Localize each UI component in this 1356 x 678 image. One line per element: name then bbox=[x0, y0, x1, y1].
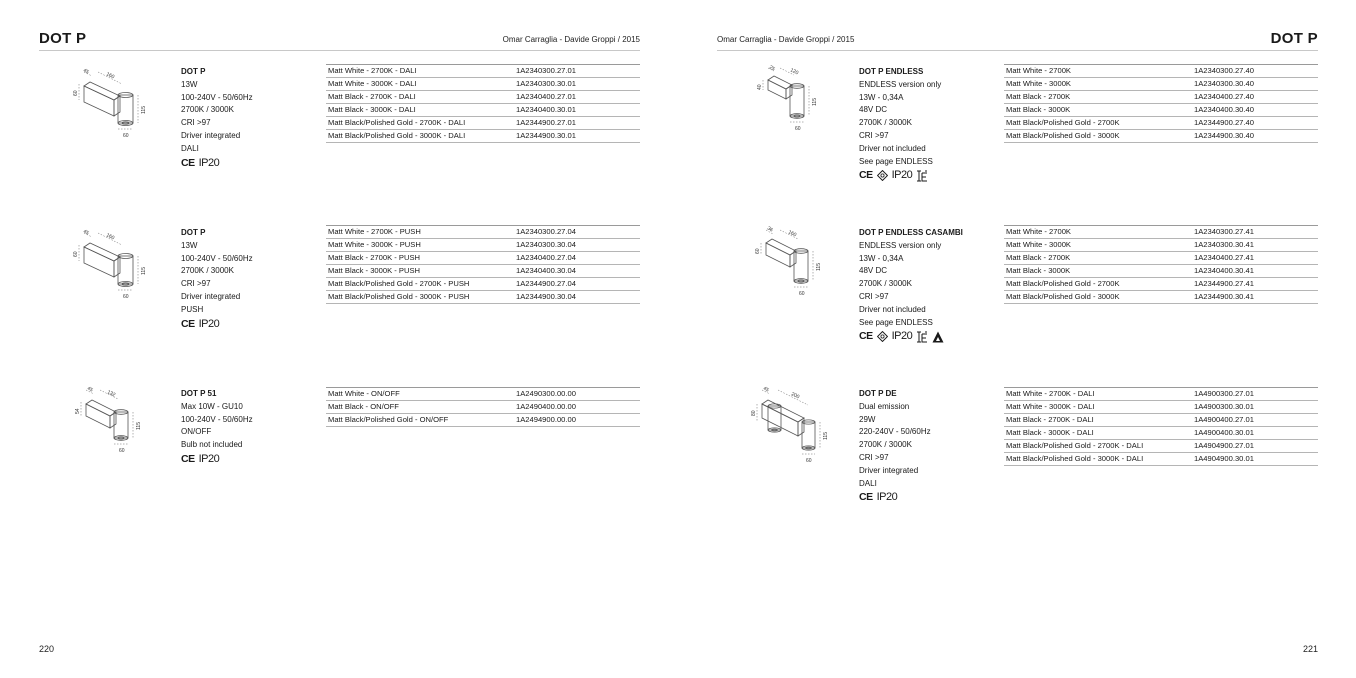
spec-list bbox=[181, 66, 253, 170]
variant-desc: Matt White - 3000K bbox=[1006, 79, 1071, 88]
spec-line: Driver not included bbox=[859, 143, 926, 153]
variant-code: 1A2344900.27.04 bbox=[516, 279, 576, 288]
variant-code: 1A2490400.00.00 bbox=[516, 402, 576, 411]
ip-rating: IP20 bbox=[891, 169, 913, 182]
spec-list bbox=[859, 388, 931, 504]
dim-label: 160 bbox=[105, 71, 116, 81]
page-title: DOT P bbox=[1270, 30, 1318, 47]
spec-line: 2700K / 3000K bbox=[859, 279, 912, 289]
variant-code: 1A2340400.27.04 bbox=[516, 253, 576, 262]
ce-mark: CE bbox=[859, 491, 873, 504]
table-row bbox=[1004, 414, 1318, 427]
spec-list bbox=[181, 227, 253, 331]
variant-code: 1A4900400.27.01 bbox=[1194, 415, 1254, 424]
variant-table bbox=[1004, 64, 1318, 143]
safety-class-icon bbox=[877, 170, 888, 181]
variant-code: 1A4900400.30.01 bbox=[1194, 428, 1254, 437]
variant-code: 1A2340400.27.01 bbox=[516, 92, 576, 101]
dim-label: 132 bbox=[106, 389, 117, 399]
dim-label: 60 bbox=[123, 133, 129, 139]
casambi-icon bbox=[932, 331, 944, 343]
variant-code: 1A2340300.30.41 bbox=[1194, 240, 1254, 249]
dim-label: 115 bbox=[812, 98, 818, 106]
dim-label: 80 bbox=[751, 410, 757, 416]
ip-rating: IP20 bbox=[198, 317, 220, 330]
spec-line: Driver integrated bbox=[859, 465, 919, 475]
dot-p-endless-drawing bbox=[748, 62, 838, 142]
dim-label: 45 bbox=[82, 228, 90, 237]
variant-desc: Matt Black/Polished Gold - 2700K - PUSH bbox=[328, 279, 470, 288]
variant-code: 1A2340300.27.01 bbox=[516, 66, 576, 75]
table-row bbox=[1004, 65, 1318, 78]
dim-label: 115 bbox=[816, 263, 822, 271]
table-row bbox=[1004, 104, 1318, 117]
spec-line: CRI >97 bbox=[859, 452, 889, 462]
ip-rating: IP20 bbox=[198, 156, 220, 169]
spec-line: CRI >97 bbox=[859, 291, 889, 301]
dot-p-drawing bbox=[70, 62, 160, 142]
table-row bbox=[1004, 388, 1318, 401]
spec-line: 220-240V - 50/60Hz bbox=[859, 427, 931, 437]
dim-label: 40 bbox=[757, 84, 763, 90]
variant-desc: Matt Black - 3000K bbox=[1006, 105, 1071, 114]
product-name: DOT P bbox=[181, 67, 206, 76]
table-row bbox=[1004, 427, 1318, 440]
variant-code: 1A2340400.27.40 bbox=[1194, 92, 1254, 101]
table-row bbox=[326, 130, 640, 143]
variant-code: 1A2344900.30.40 bbox=[1194, 131, 1254, 140]
dim-label: 60 bbox=[119, 448, 125, 454]
spec-line: 2700K / 3000K bbox=[859, 118, 912, 128]
variant-table bbox=[326, 64, 640, 143]
variant-desc: Matt White - 3000K - PUSH bbox=[328, 240, 421, 249]
product-name: DOT P bbox=[181, 228, 206, 237]
variant-desc: Matt Black - 2700K - DALI bbox=[1006, 415, 1094, 424]
spec-line: Driver integrated bbox=[181, 130, 241, 140]
variant-desc: Matt Black/Polished Gold - 2700K bbox=[1006, 118, 1120, 127]
variant-code: 1A2344900.30.04 bbox=[516, 292, 576, 301]
dim-label: 160 bbox=[105, 232, 116, 242]
dim-label: 60 bbox=[799, 291, 805, 297]
dim-label: 45 bbox=[86, 385, 94, 394]
variant-desc: Matt White - 2700K - DALI bbox=[1006, 389, 1095, 398]
dim-label: 36 bbox=[766, 225, 774, 234]
table-row bbox=[326, 414, 640, 427]
table-row bbox=[1004, 117, 1318, 130]
page-number: 221 bbox=[1302, 644, 1318, 654]
variant-desc: Matt White - ON/OFF bbox=[328, 389, 400, 398]
certification-marks bbox=[181, 157, 253, 170]
table-row bbox=[1004, 265, 1318, 278]
dim-label: 60 bbox=[795, 126, 801, 132]
spec-line: 100-240V - 50/60Hz bbox=[181, 253, 253, 263]
variant-code: 1A4904900.30.01 bbox=[1194, 454, 1254, 463]
dim-label: 115 bbox=[823, 432, 829, 440]
variant-table bbox=[326, 387, 640, 427]
dim-label: 120 bbox=[789, 67, 800, 77]
dim-label: 115 bbox=[136, 422, 142, 430]
dim-label: 115 bbox=[141, 267, 147, 275]
spec-line: Max 10W - GU10 bbox=[181, 401, 243, 411]
right-page bbox=[678, 0, 1356, 678]
variant-desc: Matt Black/Polished Gold - 3000K - DALI bbox=[1006, 454, 1144, 463]
ip-rating: IP20 bbox=[891, 330, 913, 343]
variant-code: 1A2490300.00.00 bbox=[516, 389, 576, 398]
variant-desc: Matt Black/Polished Gold - 3000K bbox=[1006, 131, 1120, 140]
variant-code: 1A2340400.30.04 bbox=[516, 266, 576, 275]
variant-desc: Matt White - 3000K - DALI bbox=[1006, 402, 1095, 411]
variant-desc: Matt White - 2700K bbox=[1006, 66, 1071, 75]
spec-line: 2700K / 3000K bbox=[859, 440, 912, 450]
designer-credit: Omar Carraglia - Davide Groppi / 2015 bbox=[502, 35, 640, 44]
spec-line: CRI >97 bbox=[181, 118, 211, 128]
table-row bbox=[326, 265, 640, 278]
dim-label: 54 bbox=[75, 408, 81, 414]
variant-desc: Matt Black - 2700K - DALI bbox=[328, 92, 416, 101]
variant-table bbox=[326, 225, 640, 304]
dot-p-endless-casambi-drawing bbox=[748, 223, 838, 303]
header-rule bbox=[39, 50, 640, 51]
variant-code: 1A2340400.30.41 bbox=[1194, 266, 1254, 275]
certification-marks bbox=[859, 330, 963, 343]
header-rule bbox=[717, 50, 1318, 51]
variant-code: 1A2340400.27.41 bbox=[1194, 253, 1254, 262]
variant-code: 1A2340300.27.40 bbox=[1194, 66, 1254, 75]
spec-list bbox=[859, 227, 963, 343]
variant-code: 1A2340300.30.40 bbox=[1194, 79, 1254, 88]
spec-line: CRI >97 bbox=[181, 279, 211, 289]
variant-table bbox=[1004, 225, 1318, 304]
ce-mark: CE bbox=[859, 330, 873, 343]
spec-line: 13W bbox=[181, 79, 198, 89]
dim-label: 25 bbox=[768, 64, 776, 73]
variant-code: 1A2340300.30.04 bbox=[516, 240, 576, 249]
variant-code: 1A2340400.30.40 bbox=[1194, 105, 1254, 114]
variant-code: 1A2344900.27.41 bbox=[1194, 279, 1254, 288]
table-row bbox=[1004, 252, 1318, 265]
spec-line: ENDLESS version only bbox=[859, 240, 942, 250]
ip-rating: IP20 bbox=[876, 491, 898, 504]
variant-code: 1A2344900.27.01 bbox=[516, 118, 576, 127]
dot-p-drawing bbox=[70, 223, 160, 303]
dot-p51-drawing bbox=[70, 382, 160, 464]
variant-code: 1A4904900.27.01 bbox=[1194, 441, 1254, 450]
spec-line: Bulb not included bbox=[181, 440, 243, 450]
variant-desc: Matt White - 3000K bbox=[1006, 240, 1071, 249]
variant-code: 1A2494900.00.00 bbox=[516, 415, 576, 424]
table-row bbox=[326, 239, 640, 252]
spec-line: 29W bbox=[859, 414, 876, 424]
ce-mark: CE bbox=[859, 169, 873, 182]
table-row bbox=[1004, 278, 1318, 291]
variant-code: 1A2340400.30.01 bbox=[516, 105, 576, 114]
spec-line: Driver integrated bbox=[181, 291, 241, 301]
variant-desc: Matt Black/Polished Gold - ON/OFF bbox=[328, 415, 449, 424]
variant-code: 1A2340300.27.04 bbox=[516, 227, 576, 236]
dim-label: 115 bbox=[141, 106, 147, 114]
table-row bbox=[326, 252, 640, 265]
spec-line: 2700K / 3000K bbox=[181, 105, 234, 115]
variant-desc: Matt Black/Polished Gold - 3000K - PUSH bbox=[328, 292, 470, 301]
spec-line: Dual emission bbox=[859, 401, 910, 411]
variant-desc: Matt White - 2700K bbox=[1006, 227, 1071, 236]
dim-label: 60 bbox=[123, 294, 129, 300]
variant-table bbox=[1004, 387, 1318, 466]
ip-rating: IP20 bbox=[198, 452, 220, 465]
table-row bbox=[326, 78, 640, 91]
safety-class-icon bbox=[877, 331, 888, 342]
variant-code: 1A2340300.30.01 bbox=[516, 79, 576, 88]
product-name: DOT P 51 bbox=[181, 389, 217, 398]
variant-code: 1A2344900.27.40 bbox=[1194, 118, 1254, 127]
dim-label: 45 bbox=[82, 67, 90, 76]
spec-list bbox=[181, 388, 253, 466]
variant-desc: Matt Black - ON/OFF bbox=[328, 402, 399, 411]
spec-line: 13W - 0,34A bbox=[859, 92, 904, 102]
spec-line: 13W bbox=[181, 240, 198, 250]
variant-desc: Matt White - 2700K - PUSH bbox=[328, 227, 421, 236]
spec-line: 2700K / 3000K bbox=[181, 266, 234, 276]
dim-label: 60 bbox=[806, 458, 812, 464]
spec-line: ON/OFF bbox=[181, 427, 212, 437]
certification-marks bbox=[859, 169, 941, 182]
ce-mark: CE bbox=[181, 452, 195, 465]
spec-line: 48V DC bbox=[859, 266, 888, 276]
certification-marks bbox=[181, 318, 253, 331]
variant-desc: Matt Black/Polished Gold - 3000K - DALI bbox=[328, 131, 466, 140]
spec-line: DALI bbox=[181, 143, 199, 153]
dim-label: 60 bbox=[73, 251, 79, 257]
class-iii-icon bbox=[916, 331, 928, 343]
dim-label: 60 bbox=[73, 90, 79, 96]
dim-label: 45 bbox=[762, 385, 770, 394]
variant-code: 1A4900300.30.01 bbox=[1194, 402, 1254, 411]
designer-credit: Omar Carraglia - Davide Groppi / 2015 bbox=[717, 35, 855, 44]
table-row bbox=[326, 226, 640, 239]
page-number: 220 bbox=[39, 644, 55, 654]
variant-desc: Matt Black/Polished Gold - 2700K bbox=[1006, 279, 1120, 288]
variant-desc: Matt Black - 2700K - PUSH bbox=[328, 253, 421, 262]
dim-label: 200 bbox=[790, 391, 801, 401]
variant-code: 1A2340300.27.41 bbox=[1194, 227, 1254, 236]
page-title: DOT P bbox=[39, 30, 87, 47]
spec-line: See page ENDLESS bbox=[859, 156, 933, 166]
table-row bbox=[1004, 453, 1318, 466]
variant-desc: Matt Black - 2700K bbox=[1006, 253, 1071, 262]
table-row bbox=[326, 104, 640, 117]
variant-desc: Matt Black - 3000K bbox=[1006, 266, 1071, 275]
spec-line: CRI >97 bbox=[859, 130, 889, 140]
variant-desc: Matt Black/Polished Gold - 3000K bbox=[1006, 292, 1120, 301]
table-row bbox=[1004, 91, 1318, 104]
table-row bbox=[1004, 291, 1318, 304]
spec-line: DALI bbox=[859, 478, 877, 488]
table-row bbox=[1004, 239, 1318, 252]
table-row bbox=[1004, 78, 1318, 91]
table-row bbox=[326, 117, 640, 130]
ce-mark: CE bbox=[181, 317, 195, 330]
table-row bbox=[326, 65, 640, 78]
table-row bbox=[326, 291, 640, 304]
table-row bbox=[326, 401, 640, 414]
ce-mark: CE bbox=[181, 156, 195, 169]
variant-desc: Matt Black - 2700K bbox=[1006, 92, 1071, 101]
spec-line: PUSH bbox=[181, 304, 204, 314]
variant-desc: Matt White - 2700K - DALI bbox=[328, 66, 417, 75]
certification-marks bbox=[859, 491, 931, 504]
variant-desc: Matt Black - 3000K - DALI bbox=[1006, 428, 1094, 437]
product-name: DOT P DE bbox=[859, 389, 897, 398]
table-row bbox=[326, 91, 640, 104]
spec-line: 13W - 0,34A bbox=[859, 253, 904, 263]
product-name: DOT P ENDLESS CASAMBI bbox=[859, 228, 963, 237]
table-row bbox=[1004, 401, 1318, 414]
product-name: DOT P ENDLESS bbox=[859, 67, 924, 76]
certification-marks bbox=[181, 453, 253, 466]
dim-label: 160 bbox=[787, 229, 798, 239]
spec-line: ENDLESS version only bbox=[859, 79, 942, 89]
spec-line: 100-240V - 50/60Hz bbox=[181, 92, 253, 102]
table-row bbox=[326, 278, 640, 291]
variant-code: 1A2344900.30.01 bbox=[516, 131, 576, 140]
variant-desc: Matt Black - 3000K - PUSH bbox=[328, 266, 421, 275]
spec-line: 100-240V - 50/60Hz bbox=[181, 414, 253, 424]
spec-line: Driver not included bbox=[859, 304, 926, 314]
dot-p-de-drawing bbox=[748, 382, 838, 470]
variant-code: 1A4900300.27.01 bbox=[1194, 389, 1254, 398]
table-row bbox=[1004, 440, 1318, 453]
variant-desc: Matt Black/Polished Gold - 2700K - DALI bbox=[1006, 441, 1144, 450]
dim-label: 60 bbox=[755, 248, 761, 254]
table-row bbox=[1004, 226, 1318, 239]
table-row bbox=[326, 388, 640, 401]
variant-code: 1A2344900.30.41 bbox=[1194, 292, 1254, 301]
variant-desc: Matt White - 3000K - DALI bbox=[328, 79, 417, 88]
variant-desc: Matt Black/Polished Gold - 2700K - DALI bbox=[328, 118, 466, 127]
spec-list bbox=[859, 66, 941, 182]
variant-desc: Matt Black - 3000K - DALI bbox=[328, 105, 416, 114]
spec-line: See page ENDLESS bbox=[859, 317, 933, 327]
class-iii-icon bbox=[916, 170, 928, 182]
spec-line: 48V DC bbox=[859, 105, 888, 115]
table-row bbox=[1004, 130, 1318, 143]
